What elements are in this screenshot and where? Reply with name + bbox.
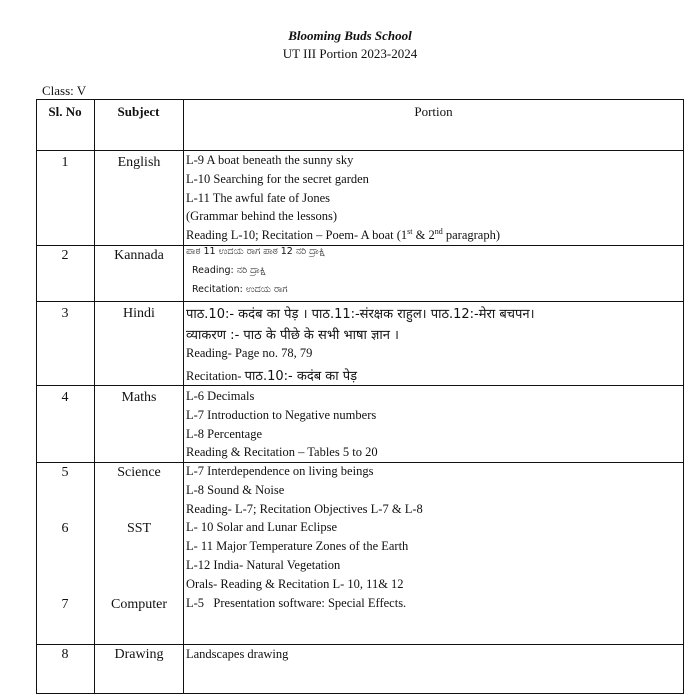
row-subject: Kannada [114,248,164,263]
table-border-bottom [36,693,684,694]
portion-line: L-12 India- Natural Vegetation [186,558,341,572]
portion-line: Reading: ನರಿ ದ್ರಾಕ್ಷಿ [192,265,266,276]
reading-text: paragraph) [442,228,500,242]
reading-text: Reading L-10; Recitation – Poem- A boat (1 [186,228,408,242]
table-border-right [683,99,684,694]
row-subject: Hindi [123,306,155,321]
portion-line: Landscapes drawing [186,647,289,661]
row-sl-number: 3 [61,306,69,321]
portion-line: Recitation: ಉದಯ ರಾಗ [192,284,288,295]
row-subject: English [117,155,161,170]
row-divider [36,301,684,302]
class-label: Class: V [42,83,87,98]
recitation-label: Recitation- [186,369,245,383]
recitation-text: पाठ.10:- कदंब का पेड़ [244,369,358,384]
portion-line: Orals- Reading & Recitation L- 10, 11& 12 [186,577,404,591]
row-divider [36,644,684,645]
portion-line: व्याकरण :- पाठ के पीछे के सभी भाषा ज्ञान । [186,328,399,343]
row-sl-number: 5 [61,465,69,480]
row-divider [36,462,684,463]
portion-line: Reading- Page no. 78, 79 [186,346,313,360]
portion-line: L-5 Presentation software: Special Effects. [186,596,407,610]
row-subject: Drawing [114,647,164,662]
row-sl-number: 8 [61,647,69,662]
row-divider [36,150,684,151]
row-sl-number: 4 [61,390,69,405]
portion-line-reading [186,228,500,243]
row-subject: Science [117,465,161,480]
portion-line: (Grammar behind the lessons) [186,209,338,223]
row-subject: Maths [121,390,157,405]
portion-line: L-7 Interdependence on living beings [186,464,374,478]
portion-line: L-7 Introduction to Negative numbers [186,408,377,422]
portion-line: Reading- L-7; Recitation Objectives L-7 & L-8 [186,502,423,516]
row-sl-number: 2 [61,248,69,263]
row-divider [36,245,684,246]
portion-line: पाठ.10:- कदंब का पेड़ । पाठ.11:-संरक्षक राहुल। पाठ.12:-मेरा बचपन। [186,307,535,322]
portion-line: ಪಾಠ 11 ಉದಯ ರಾಗ ಪಾಠ 12 ನರಿ ದ್ರಾಕ್ಷಿ [186,246,326,257]
header-subject: Subject [117,104,160,119]
portion-line: L-6 Decimals [186,389,255,403]
reading-text: & 2 [412,228,435,242]
column-divider [183,99,184,694]
superscript-nd: nd [434,227,443,236]
portion-line: L- 11 Major Temperature Zones of the Earth [186,539,409,553]
portion-line: L- 10 Solar and Lunar Eclipse [186,520,337,534]
exam-title: UT III Portion 2023-2024 [282,46,418,61]
portion-line: L-10 Searching for the secret garden [186,172,369,186]
table-border-top [36,99,684,100]
row-subject: Computer [111,597,167,612]
portion-line: L-9 A boat beneath the sunny sky [186,153,354,167]
row-subject: SST [126,521,152,536]
portion-line-recitation [186,366,357,384]
row-sl-number: 7 [61,597,69,612]
row-sl-number: 6 [61,521,69,536]
school-name: Blooming Buds School [288,28,412,43]
row-sl-number: 1 [61,155,69,170]
portion-line: Reading & Recitation – Tables 5 to 20 [186,445,378,459]
portion-line: L-8 Sound & Noise [186,483,285,497]
portion-line: L-8 Percentage [186,427,263,441]
portion-line: L-11 The awful fate of Jones [186,191,331,205]
superscript-st: st [407,227,413,236]
header-sl-no: Sl. No [48,104,82,119]
row-divider [36,385,684,386]
header-portion: Portion [414,104,453,119]
